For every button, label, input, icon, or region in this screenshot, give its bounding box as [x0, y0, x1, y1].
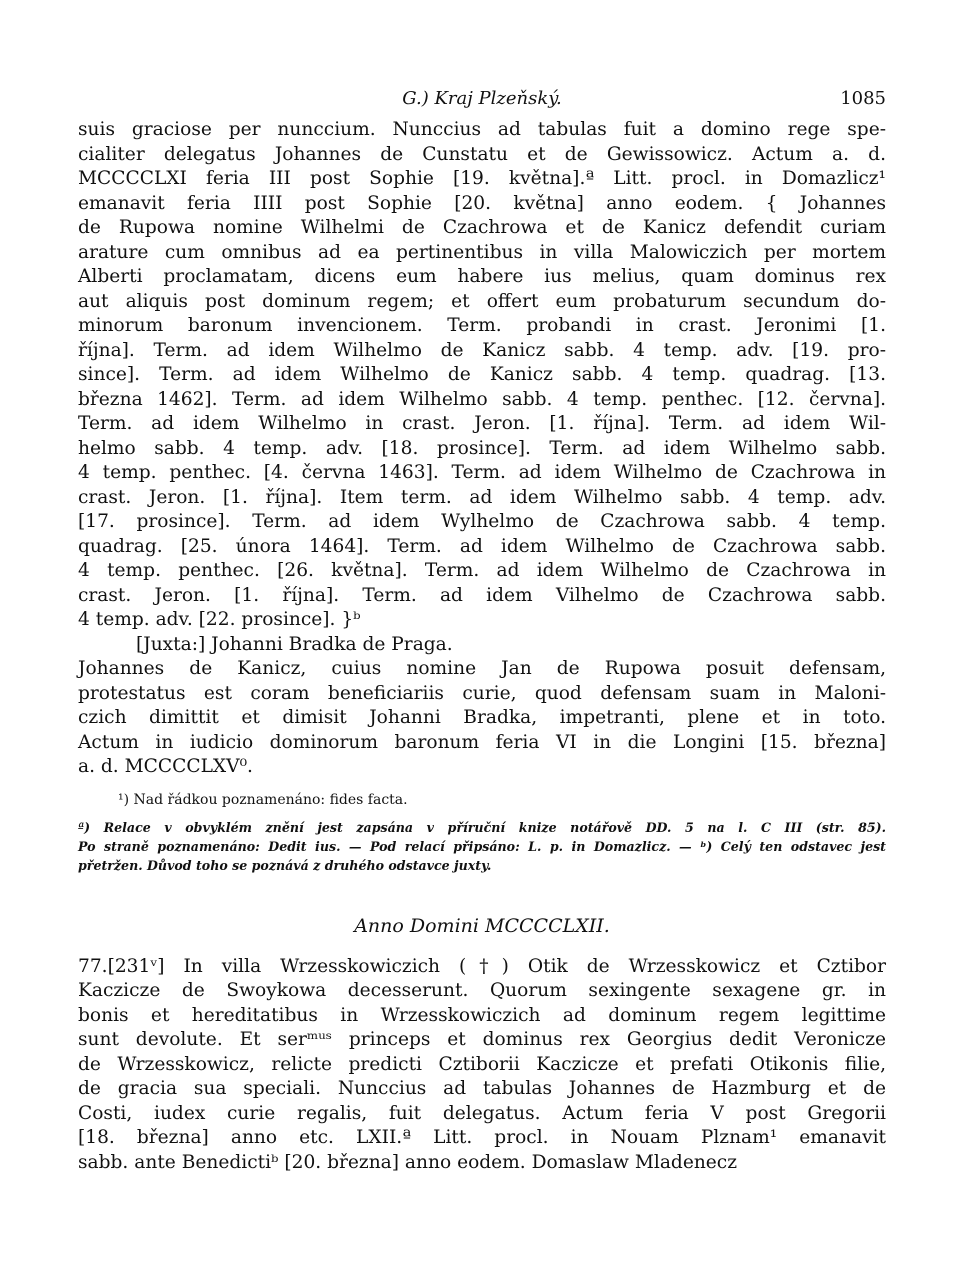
text-line: Term. ad idem Wilhelmo in crast. Jeron. [1. října]. Term. ad idem Wil-	[78, 413, 886, 434]
text-line: [18. března] anno etc. LXII.ª Litt. procl. in Nouam Plznam¹ emanavit	[78, 1127, 886, 1148]
text-line: Po straně poznamenáno: Dedit ius. — Pod relací připsáno: L. p. in Domazlicz. — ᵇ) Celý ten odstavec jest	[78, 838, 886, 854]
text-line: sabb. ante Benedictiᵇ [20. března] anno eodem. Domaslaw Mladenecz	[78, 1151, 738, 1173]
text-line: Johannes de Kanicz, cuius nomine Jan de Rupowa posuit defensam,	[78, 658, 886, 679]
text-line: a. d. MCCCCLXV⁰.	[78, 756, 253, 777]
text-line: MCCCCLXI feria III post Sophie [19. května].ª Litt. procl. in Domazlicz¹	[78, 168, 886, 189]
text-line: de Wrzesskowicz, relicte predicti Cztiborii Kaczicze et prefati Otikonis filie,	[78, 1053, 886, 1075]
text-line: suis graciose per nunccium. Nunccius ad tabulas fuit a domino rege spe-	[78, 119, 886, 140]
running-head: G.) Kraj Plzeňský.	[402, 88, 562, 109]
text-line: Actum in iudicio dominorum baronum feria VI in die Longini [15. března]	[78, 731, 886, 753]
paragraph-3	[78, 955, 886, 1176]
text-line: 4 temp. adv. [22. prosince]. }ᵇ	[78, 609, 361, 630]
text-line: de gracia sua speciali. Nunccius ad tabulas Johannes de Hazmburg et de	[78, 1078, 886, 1099]
text-line: března 1462]. Term. ad idem Wilhelmo sabb. 4 temp. penthec. [12. června].	[78, 388, 886, 410]
text-line: 4 temp. penthec. [4. června 1463]. Term. ad idem Wilhelmo de Czachrowa in	[78, 462, 886, 483]
text-line: října]. Term. ad idem Wilhelmo de Kanicz sabb. 4 temp. adv. [19. pro-	[78, 339, 886, 361]
text-line: helmo sabb. 4 temp. adv. [18. prosince]. Term. ad idem Wilhelmo sabb.	[78, 437, 886, 459]
text-line: crast. Jeron. [1. října]. Term. ad idem Vilhelmo de Czachrowa sabb.	[78, 584, 886, 606]
text-line: aut aliquis post dominum regem; et offert eum probaturum secundum do-	[78, 290, 886, 312]
page	[78, 84, 886, 1175]
paragraph-1	[78, 118, 886, 633]
editor-notes	[78, 818, 886, 875]
text-line: czich dimittit et dimisit Johanni Bradka, impetranti, plene et in toto.	[78, 707, 886, 728]
page-number: 1085	[840, 88, 886, 109]
page-header	[78, 84, 886, 118]
juxta-line: [Juxta:] Johanni Bradka de Praga.	[136, 633, 453, 655]
paragraph-2	[78, 657, 886, 780]
text-line: [17. prosince]. Term. ad idem Wylhelmo de Czachrowa sabb. 4 temp.	[78, 511, 886, 532]
text-line: minorum baronum invencionem. Term. probandi in crast. Jeronimi [1.	[78, 315, 886, 336]
text-line: emanavit feria IIII post Sophie [20. května] anno eodem. { Johannes	[78, 192, 886, 214]
text-line: since]. Term. ad idem Wilhelmo de Kanicz sabb. 4 temp. quadrag. [13.	[78, 364, 886, 385]
text-line: bonis et hereditatibus in Wrzesskowiczich ad dominum regem legittime	[78, 1004, 886, 1026]
text-line: crast. Jeron. [1. října]. Item term. ad idem Wilhelmo sabb. 4 temp. adv.	[78, 486, 886, 508]
text-line: cialiter delegatus Johannes de Cunstatu et de Gewissowicz. Actum a. d.	[78, 143, 886, 165]
text-line: sunt devolute. Et serᵐᵘˢ princeps et dominus rex Georgius dedit Veronicze	[78, 1029, 886, 1050]
text-line: Kaczicze de Swoykowa decesserunt. Quorum sexingente sexagene gr. in	[78, 980, 886, 1001]
text-line: 77.[231ᵛ] In villa Wrzesskowiczich (†) Otik de Wrzesskowicz et Cztibor	[78, 955, 886, 977]
footnote-1: ¹) Nad řádkou poznamenáno: fides facta.	[118, 791, 408, 808]
text-line: de Rupowa nomine Wilhelmi de Czachrowa et de Kanicz defendit curiam	[78, 217, 886, 238]
text-line: arature cum omnibus ad ea pertinentibus in villa Malowiczich per mortem	[78, 241, 886, 263]
text-line: 4 temp. penthec. [26. května]. Term. ad idem Wilhelmo de Czachrowa in	[78, 560, 886, 581]
text-line: Alberti proclamatam, dicens eum habere ius melius, quam dominus rex	[78, 266, 886, 287]
text-line: ª) Relace v obvyklém znění jest zapsána v příruční knize notářově DD. 5 na l. C III (str. 85).	[78, 819, 886, 835]
year-heading: Anno Domini MCCCCLXII.	[354, 914, 610, 937]
text-line: protestatus est coram beneficiariis curie, quod defensam suam in Maloni-	[78, 682, 886, 704]
text-line: Costi, iudex curie regalis, fuit delegatus. Actum feria V post Gregorii	[78, 1102, 886, 1124]
text-line: quadrag. [25. února 1464]. Term. ad idem Wilhelmo de Czachrowa sabb.	[78, 535, 886, 557]
text-line: přetržen. Důvod toho se poznává z druhého odstavce juxty.	[78, 857, 492, 873]
